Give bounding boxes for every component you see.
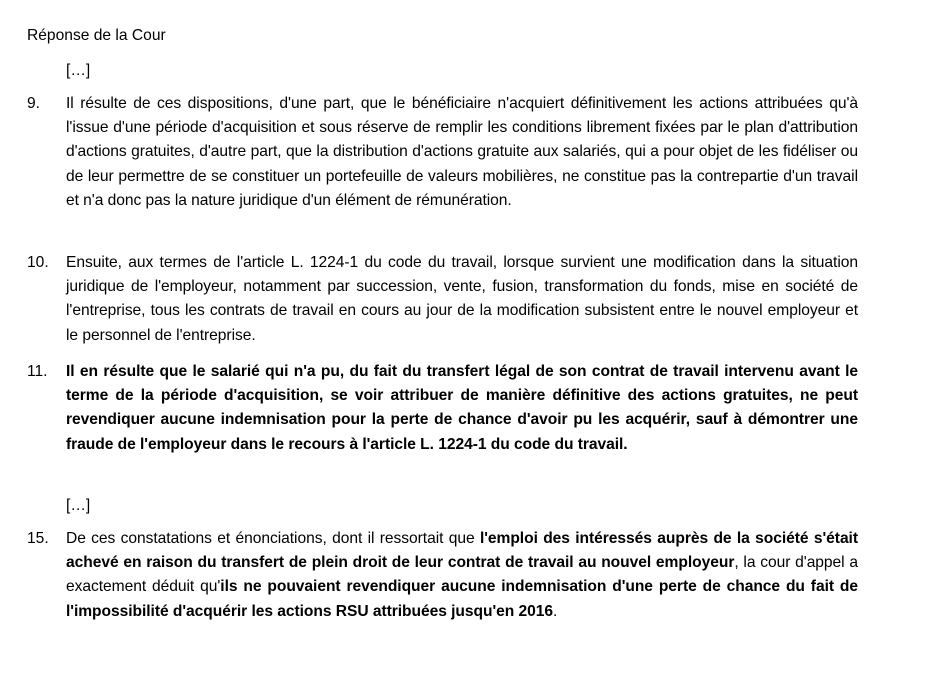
paragraph-number: 10. [27,254,49,271]
omission-marker: […] [66,497,91,514]
emphasized-segment: l'emploi des intéressés auprès de la société s'était achevé en raison du transfert de plein droit de leur contrat de travail au nouvel employeur [66,530,858,572]
paragraph-number: 11. [27,363,48,380]
section-heading: Réponse de la Cour [27,27,166,44]
text-segment: , la cour d'appel a exactement déduit qu' [66,554,858,596]
omission-marker: […] [66,62,91,79]
emphasized-segment: ils ne pouvaient revendiquer aucune indemnisation d'une perte de chance du fait de l'impossibilité d'acquérir les actions RSU attribuées jusqu'en 2016 [66,578,858,620]
paragraph-text [66,527,858,624]
paragraph-number: 9. [27,95,41,112]
paragraph-text: Il résulte de ces dispositions, d'une part, que le bénéficiaire n'acquiert définitivement les actions attribuées qu'à l'issue d'une période d'acquisition et sous réserve de remplir les conditions librement fixées par le plan d'attribution d'actions gratuites, d'autre part, que la distribution d'actions gratuite aux salariés, qui a pour objet de les fidéliser ou de leur permettre de se constituer un portefeuille de valeurs mobilières, ne constitue pas la contrepartie d'un travail et n'a donc pas la nature juridique d'un élément de rémunération. [66,95,858,209]
paragraph-number: 15. [27,530,49,547]
text-segment: De ces constatations et énonciations, dont il ressortait que [66,530,480,547]
paragraph-text-bold: Il en résulte que le salarié qui n'a pu, du fait du transfert légal de son contrat de travail intervenu avant le terme de la période d'acquisition, se voir attribuer de manière définitive des actions gratuites, ne peut revendiquer aucune indemnisation pour la perte de chance d'avoir pu les acquérir, sauf à démontrer une fraude de l'employeur dans le recours à l'article L. 1224-1 du code du travail. [66,363,858,453]
text-segment: . [553,602,558,620]
paragraph-text: Ensuite, aux termes de l'article L. 1224-1 du code du travail, lorsque survient une modification dans la situation juridique de l'employeur, notamment par succession, vente, fusion, transformation du fonds, mise en société de l'entreprise, tous les contrats de travail en cours au jour de la modification subsistent entre le nouvel employeur et le personnel de l'entreprise. [66,254,858,344]
